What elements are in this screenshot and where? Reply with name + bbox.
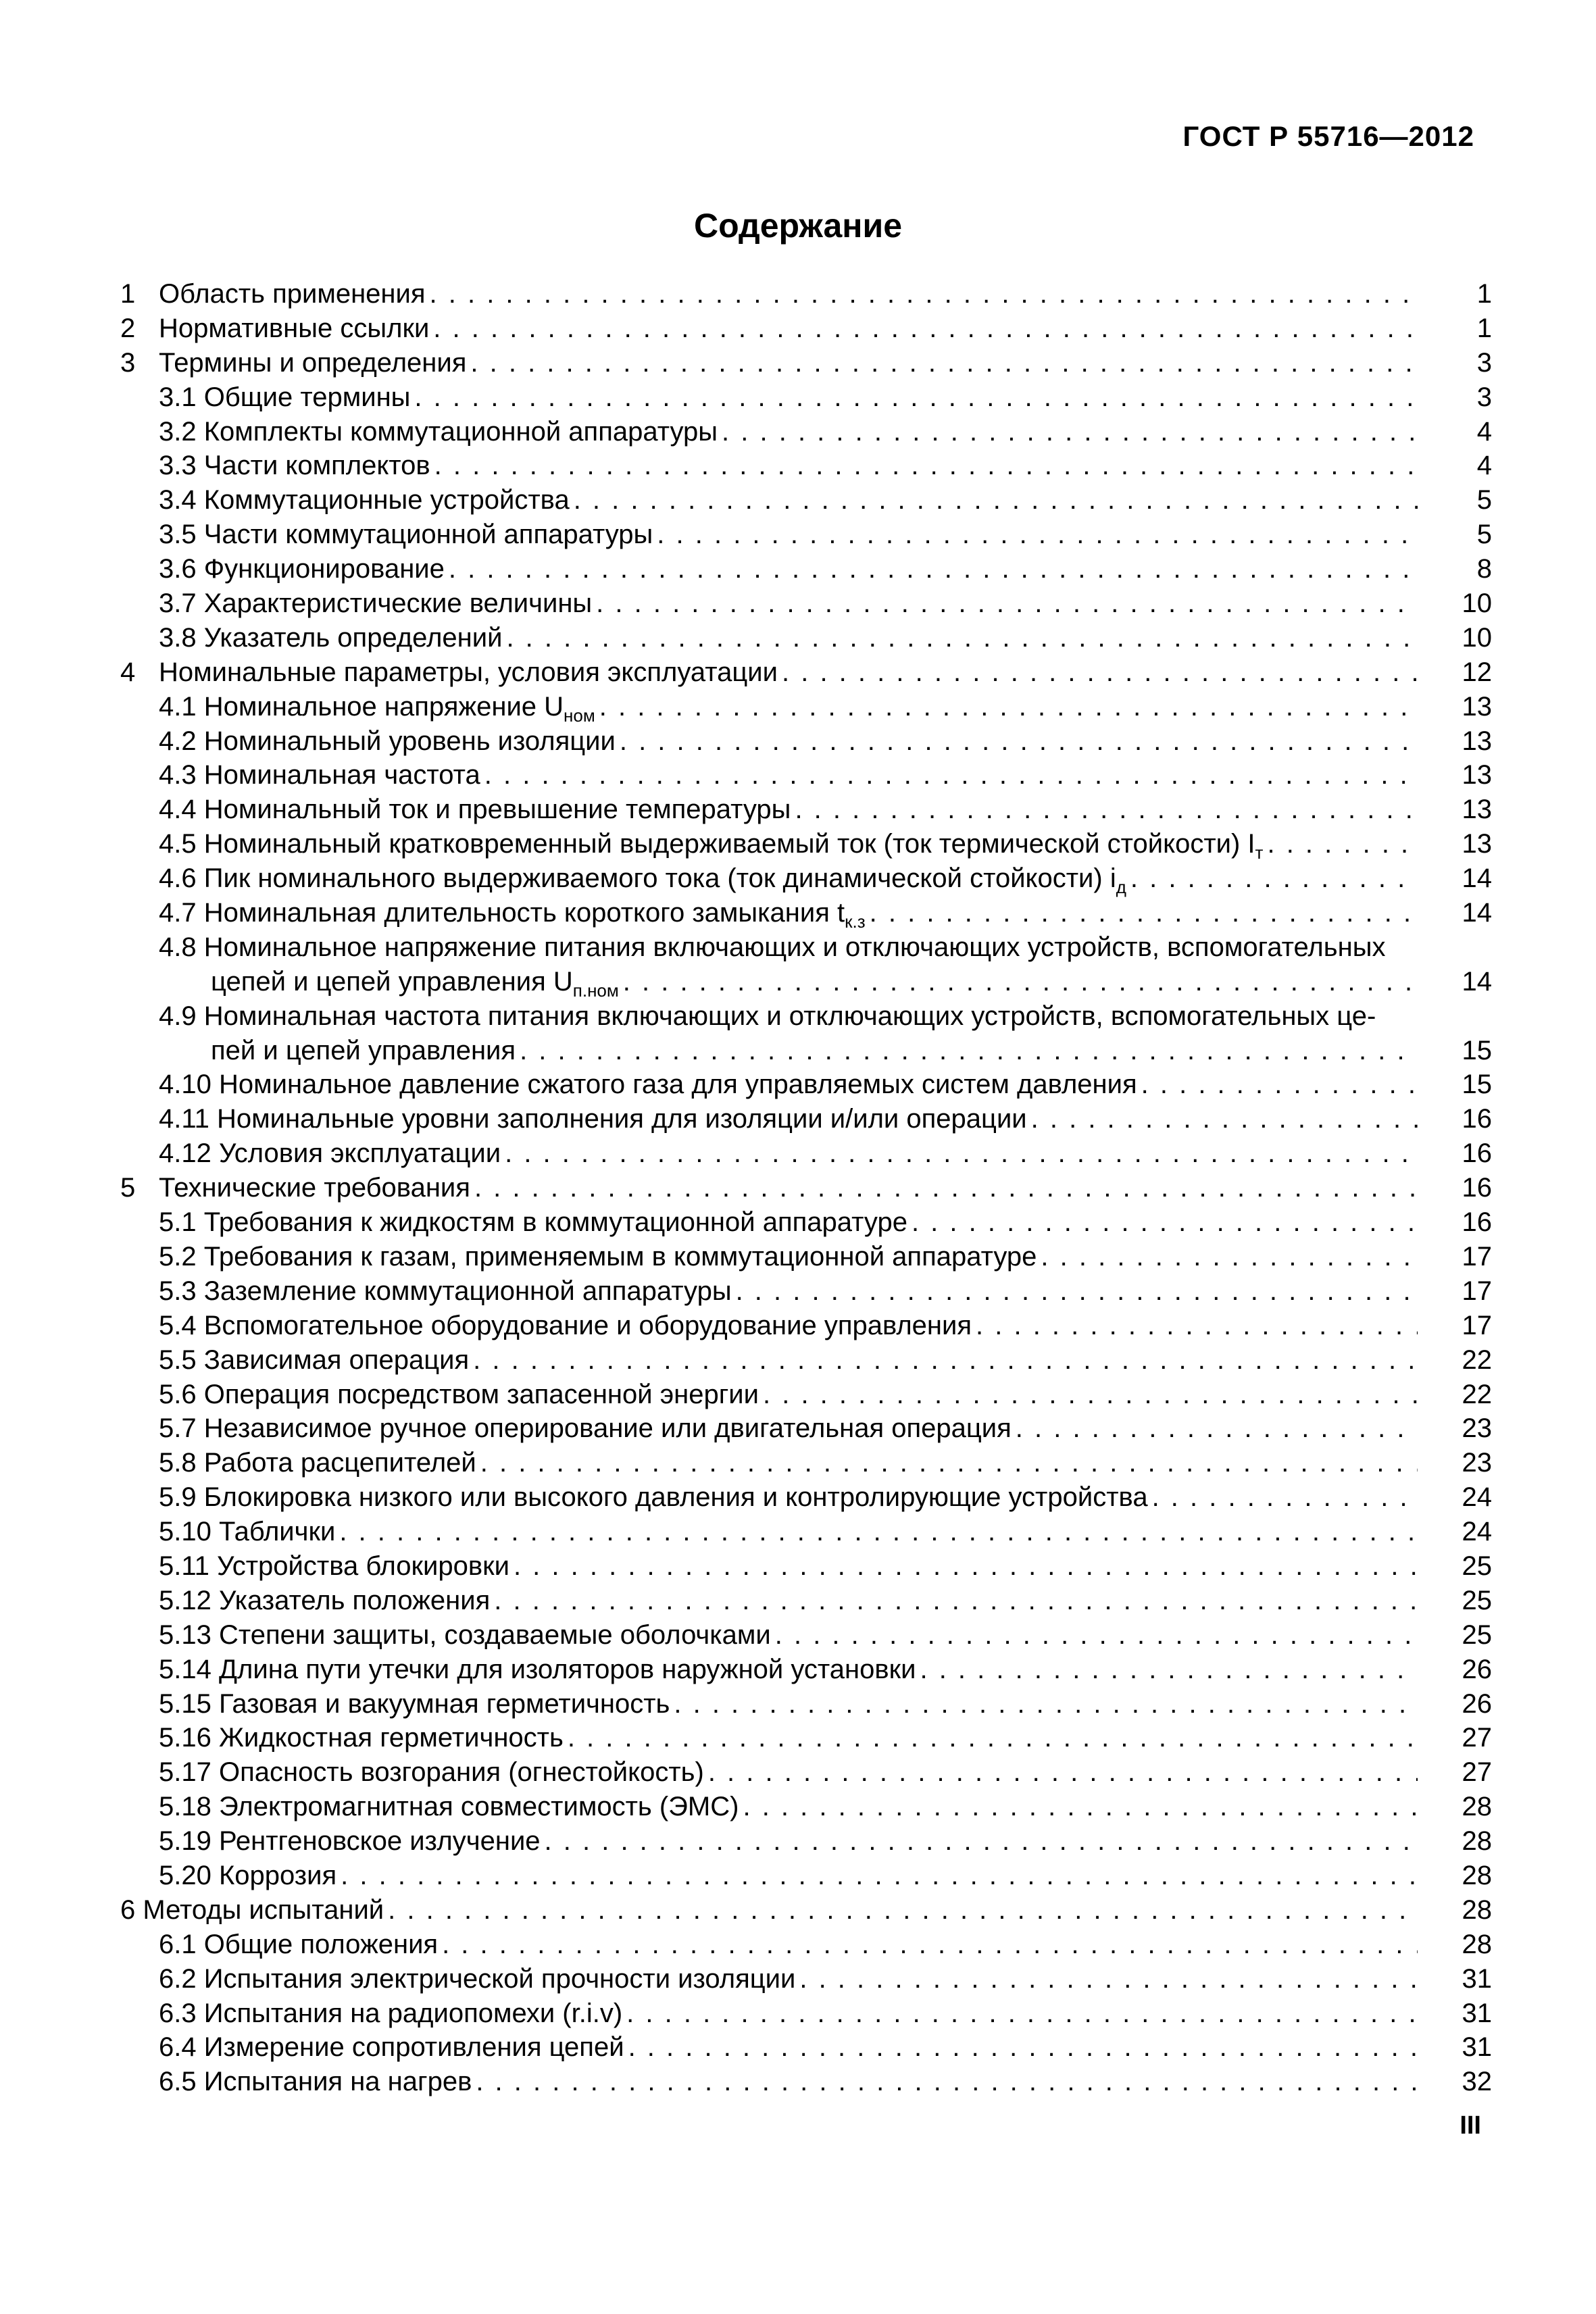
toc-row[interactable] [120,758,1492,793]
toc-entry-subscript: д [1116,877,1126,898]
toc-entry-title: 4.12 Условия эксплуатации [159,1138,501,1169]
toc-entry-title: 5.11 Устройства блокировки [159,1551,509,1581]
toc-page-number: 17 [1462,1276,1492,1306]
toc-row[interactable] [120,277,1492,311]
toc-entry [159,793,1492,827]
toc-entry-title: 6.4 Измерение сопротивления цепей [159,2032,624,2063]
toc-row[interactable] [120,552,1492,586]
toc-page-number: 27 [1462,1757,1492,1788]
toc-entry-title: 3.7 Характеристические величины [159,588,593,619]
toc-entry [159,930,1492,965]
toc-entry-subscript: т [1255,842,1264,863]
toc-dot-leader [912,1205,1418,1240]
toc-dot-leader [743,1790,1418,1824]
toc-entry-title: 4.11 Номинальные уровни заполнения для изоляции и/или операции [159,1104,1027,1134]
toc-dot-leader [620,724,1418,759]
toc-page-number: 26 [1462,1688,1492,1719]
toc-section-number: 2 [120,313,136,343]
toc-dot-leader [470,346,1418,380]
toc-dot-leader [414,380,1418,415]
toc-dot-leader [799,1962,1418,1996]
toc-dot-leader [430,277,1418,311]
toc-entry-title: 4.6 Пик номинального выдерживаемого тока (ток динамической стойкости) $i_д$ [159,863,1126,898]
toc-page-number: 16 [1462,1207,1492,1238]
toc-entry-title: 5.1 Требования к жидкостям в коммутационной аппаратуре [159,1207,907,1238]
toc-page-number: 5 [1476,485,1492,515]
toc-entry-title: 5.20 Коррозия [159,1860,337,1890]
toc-dot-leader [775,1618,1418,1653]
toc-row[interactable] [120,1962,1492,1996]
toc-row[interactable] [120,1584,1492,1618]
toc-dot-leader [449,552,1418,586]
toc-page-number: 10 [1462,622,1492,653]
toc-row[interactable] [120,861,1492,896]
toc-page-number: 16 [1462,1173,1492,1203]
toc-entry [159,518,1492,552]
toc-dot-leader [708,1755,1418,1790]
toc-row[interactable] [120,1171,1492,1205]
toc-entry [159,380,1492,415]
toc-page-number: 28 [1462,1792,1492,1822]
toc-row[interactable] [120,1687,1492,1721]
toc-entry-title: 6.2 Испытания электрической прочности изоляции [159,1963,796,1994]
toc-dot-leader [920,1653,1418,1687]
toc-dot-leader [1141,1067,1418,1102]
toc-dot-leader [599,690,1418,724]
toc-dot-leader [476,2065,1418,2099]
toc-dot-leader [505,1136,1418,1171]
toc-dot-leader [1041,1240,1418,1274]
toc-dot-leader [480,1446,1418,1480]
toc-page-number: 3 [1476,347,1492,378]
toc-page-number: 25 [1462,1551,1492,1581]
toc-dot-leader [626,1996,1418,2031]
toc-entry [159,1343,1492,1378]
toc-row[interactable] [120,1446,1492,1480]
toc-entry [159,1067,1492,1102]
toc-row[interactable] [120,930,1492,965]
toc-entry-title: Номинальные параметры, условия эксплуатации [159,657,778,687]
toc-page-number: 13 [1462,795,1492,825]
toc-entry [159,1687,1492,1721]
toc-row[interactable] [120,1034,1492,1068]
toc-entry [159,896,1492,930]
toc-page-number: 16 [1462,1138,1492,1169]
toc-row[interactable] [120,586,1492,621]
toc-page-number: 25 [1462,1585,1492,1615]
toc-entry-title: 5.10 Таблички [159,1517,336,1547]
toc-row[interactable] [120,1893,1492,1928]
toc-entry [159,1205,1492,1240]
toc-row[interactable] [120,1653,1492,1687]
toc-page-number: 5 [1476,520,1492,550]
toc-entry [159,1378,1492,1412]
toc-dot-leader [520,1034,1418,1068]
toc-entry [159,621,1492,655]
toc-entry [159,1928,1492,1962]
toc-row[interactable] [120,1309,1492,1343]
toc-entry-title: 5.13 Степени защиты, создаваемые оболочками [159,1619,771,1650]
toc-row[interactable] [120,724,1492,759]
toc-entry-title: Технические требования [159,1173,470,1203]
toc-entry-title: Термины и определения [159,347,467,378]
toc-entry [159,277,1492,311]
toc-entry [159,861,1492,896]
toc-entry [159,827,1492,861]
toc-dot-leader [628,2030,1418,2065]
toc-entry-title: 4.4 Номинальный ток и превышение температуры [159,795,791,825]
toc-dot-leader [433,311,1418,346]
toc-row[interactable] [120,1240,1492,1274]
toc-dot-leader [722,415,1418,449]
toc-entry-title: 3.8 Указатель определений [159,622,503,653]
toc-entry [159,1549,1492,1584]
toc-section-number: 3 [120,347,136,378]
toc-dot-leader [870,896,1418,930]
toc-row[interactable] [120,346,1492,380]
toc-row[interactable] [120,1859,1492,1893]
toc-page-number: 4 [1476,451,1492,481]
toc-entry [159,1446,1492,1480]
toc-row[interactable] [120,1824,1492,1859]
toc-row[interactable] [120,1205,1492,1240]
toc-row[interactable] [120,1549,1492,1584]
toc-entry-title: 4.3 Номинальная частота [159,760,480,790]
toc-row[interactable] [120,1067,1492,1102]
toc-entry-title: 6.3 Испытания на радиопомехи (r.i.v) [159,1998,623,2028]
toc-page-number: 31 [1462,1998,1492,2028]
toc-row[interactable] [120,1928,1492,1962]
toc-dot-leader [1130,861,1418,896]
toc-row[interactable] [120,1378,1492,1412]
toc-row[interactable] [120,380,1492,415]
toc-entry-title: 6.5 Испытания на нагрев [159,2067,472,2097]
toc-page-number: 16 [1462,1104,1492,1134]
toc-page-number: 24 [1462,1517,1492,1547]
toc-entry [159,449,1492,483]
toc-entry-title: 5.19 Рентгеновское излучение [159,1826,541,1857]
toc-row[interactable] [120,1996,1492,2031]
toc-dot-leader [341,1859,1418,1893]
toc-row[interactable] [120,415,1492,449]
toc-row[interactable] [120,655,1492,690]
toc-row[interactable] [120,827,1492,861]
toc-row[interactable] [120,1721,1492,1755]
toc-page-number: 17 [1462,1310,1492,1340]
toc-entry [159,415,1492,449]
toc-entry [159,1618,1492,1653]
toc-dot-leader [657,518,1418,552]
toc-page-number: 32 [1462,2067,1492,2097]
toc-entry [159,1859,1492,1893]
toc-dot-leader [388,1893,1418,1928]
toc-entry-title: 4.2 Номинальный уровень изоляции [159,726,616,756]
toc-page-number: 27 [1462,1723,1492,1753]
toc-dot-leader [1380,999,1492,1034]
toc-page-number: 22 [1462,1344,1492,1375]
toc-dot-leader [434,449,1418,483]
toc-entry [159,1411,1492,1446]
toc-dot-leader [763,1378,1418,1412]
toc-row[interactable] [120,1102,1492,1136]
toc-dot-leader [545,1824,1418,1859]
toc-page-number: 10 [1462,588,1492,619]
toc-row[interactable] [120,965,1492,999]
toc-row[interactable] [120,1618,1492,1653]
toc-entry [159,1755,1492,1790]
toc-entry [159,1480,1492,1515]
toc-dot-leader [473,1343,1418,1378]
toc-entry [159,1824,1492,1859]
toc-page-number: 3 [1476,382,1492,412]
toc-page-number: 17 [1462,1241,1492,1272]
toc-entry-title: 5.3 Заземление коммутационной аппаратуры [159,1276,732,1306]
toc-entry [159,1274,1492,1309]
toc-dot-leader [623,965,1418,999]
toc-page-number: 26 [1462,1654,1492,1684]
toc-entry-title: 5.2 Требования к газам, применяемым в коммутационной аппаратуре [159,1241,1037,1272]
toc-page-number: 8 [1476,554,1492,584]
toc-entry-title: 5.16 Жидкостная герметичность [159,1723,564,1753]
toc-entry [159,1240,1492,1274]
toc-dot-leader [795,793,1418,827]
toc-entry-title: 5.8 Работа расцепителей [159,1448,476,1478]
toc-dot-leader [474,1171,1418,1205]
toc-row[interactable] [120,1755,1492,1790]
toc-entry-title: 4.9 Номинальная частота питания включающих и отключающих устройств, вспомогательных це- [159,1001,1376,1031]
toc-row[interactable] [120,311,1492,346]
toc-entry [159,2065,1492,2099]
toc-page-number: 1 [1476,279,1492,309]
document-id-header: ГОСТ Р 55716—2012 [1182,120,1474,152]
page-title: Содержание [693,207,903,245]
toc-dot-leader [976,1309,1418,1343]
toc-page-number: 24 [1462,1482,1492,1513]
page-number-footer: III [1460,2111,1481,2140]
toc-entry-title: 5.4 Вспомогательное оборудование и оборудование управления [159,1310,972,1340]
toc-dot-leader [574,483,1418,518]
toc-page-number: 1 [1476,313,1492,343]
toc-entry-title: 3.3 Части комплектов [159,451,430,481]
toc-page-number: 14 [1462,863,1492,894]
toc-entry [211,965,1492,999]
toc-entry-title: 6.1 Общие положения [159,1929,439,1959]
toc-entry-title: 4.5 Номинальный кратковременный выдерживаемый ток (ток термической стойкости) $I_т$ [159,829,1264,863]
toc-page-number: 22 [1462,1379,1492,1409]
toc-page-number: 28 [1462,1826,1492,1857]
toc-row[interactable] [120,1515,1492,1549]
toc-page-number: 23 [1462,1448,1492,1478]
toc-entry-title: 5.12 Указатель положения [159,1585,491,1615]
toc-entry-title: 5.14 Длина пути утечки для изоляторов наружной установки [159,1654,916,1684]
toc-dot-leader [1152,1480,1418,1515]
toc-entry [159,724,1492,759]
toc-entry-title: 3.4 Коммутационные устройства [159,485,570,515]
toc-dot-leader [1016,1411,1418,1446]
toc-dot-leader [514,1549,1418,1584]
toc-row[interactable] [120,793,1492,827]
toc-entry-title: цепей и цепей управления $U_{п.ном}$ [211,966,619,1001]
toc-entry-title: пей и цепей управления [211,1035,516,1065]
toc-dot-leader [1031,1102,1418,1136]
toc-entry [159,690,1492,724]
toc-entry [159,758,1492,793]
toc-page-number: 15 [1462,1035,1492,1065]
toc-entry [159,999,1492,1034]
toc-page-number: 14 [1462,966,1492,997]
toc-dot-leader [506,621,1418,655]
toc-row[interactable] [120,483,1492,518]
toc-entry-subscript: ном [564,705,595,726]
toc-page-number: 23 [1462,1413,1492,1444]
toc-row[interactable] [120,2065,1492,2099]
toc-dot-leader [674,1687,1418,1721]
toc-row[interactable] [120,1136,1492,1171]
toc-row[interactable] [120,518,1492,552]
toc-page-number: 12 [1462,657,1492,687]
toc-dot-leader [596,586,1418,621]
toc-row[interactable] [120,1790,1492,1824]
toc-dot-leader [1267,827,1418,861]
toc-page-number: 15 [1462,1070,1492,1100]
toc-page-number: 14 [1462,898,1492,928]
toc-entry [159,346,1492,380]
toc-row[interactable] [120,1343,1492,1378]
toc-entry-title: 3.5 Части коммутационной аппаратуры [159,520,653,550]
toc-entry-title: 5.15 Газовая и вакуумная герметичность [159,1688,670,1719]
toc-section-number: 1 [120,279,136,309]
toc-entry [159,655,1492,690]
toc-entry [159,586,1492,621]
toc-entry [159,1721,1492,1755]
toc-entry-title: 5.6 Операция посредством запасенной энергии [159,1379,759,1409]
toc-row[interactable] [120,1480,1492,1515]
toc-dot-leader [782,655,1418,690]
toc-section-number: 4 [120,657,136,687]
toc-dot-leader [494,1584,1418,1618]
toc-entry [159,1584,1492,1618]
toc-entry-title: 3.2 Комплекты коммутационной аппаратуры [159,416,718,447]
toc-entry-title: 5.5 Зависимая операция [159,1344,470,1375]
toc-entry [159,1653,1492,1687]
toc-page-number: 28 [1462,1860,1492,1890]
toc-dot-leader [736,1274,1418,1309]
toc-dot-leader [568,1721,1418,1755]
toc-entry [159,483,1492,518]
toc-page-number: 25 [1462,1619,1492,1650]
toc-entry [159,1996,1492,2031]
toc-entry [159,552,1492,586]
toc-entry-title: 5.18 Электромагнитная совместимость (ЭМС) [159,1792,739,1822]
toc-entry [159,1102,1492,1136]
toc-entry-title: 3.1 Общие термины [159,382,411,412]
toc-entry [159,1790,1492,1824]
toc-entry [159,2030,1492,2065]
toc-entry-title: 5.7 Независимое ручное оперирование или двигательная операция [159,1413,1012,1444]
toc-page-number: 28 [1462,1894,1492,1925]
toc-page-number: 4 [1476,416,1492,447]
toc-entry [159,1136,1492,1171]
toc-entry-title: 5.9 Блокировка низкого или высокого давления и контролирующие устройства [159,1482,1148,1513]
toc-section-number: 5 [120,1173,136,1203]
toc-row[interactable] [120,999,1492,1034]
toc-entry-title: 4.7 Номинальная длительность короткого замыкания $t_{к.з}$ [159,898,866,932]
toc-dot-leader [484,758,1418,793]
toc-dot-leader [1389,930,1492,965]
toc-entry-subscript: к.з [845,911,866,932]
toc-entry [159,311,1492,346]
toc-row[interactable] [120,449,1492,483]
table-of-contents [120,277,1492,2099]
toc-entry-title: 4.1 Номинальное напряжение $U_{ном}$ [159,691,595,726]
toc-dot-leader [442,1928,1418,1962]
toc-entry-title: 4.8 Номинальное напряжение питания включающих и отключающих устройств, вспомогательных [159,932,1386,962]
toc-entry-title: 3.6 Функционирование [159,554,445,584]
toc-page-number: 13 [1462,829,1492,859]
toc-row[interactable] [120,690,1492,724]
toc-row[interactable] [120,896,1492,930]
toc-page-number: 13 [1462,726,1492,756]
toc-page-number: 31 [1462,1963,1492,1994]
toc-page-number: 13 [1462,691,1492,722]
toc-entry [159,1515,1492,1549]
toc-entry-title: Нормативные ссылки [159,313,430,343]
toc-dot-leader [339,1515,1418,1549]
toc-entry [159,1309,1492,1343]
toc-page-number: 13 [1462,760,1492,790]
toc-entry-title: Область применения [159,279,426,309]
toc-page-number: 31 [1462,2032,1492,2063]
toc-entry-title: 4.10 Номинальное давление сжатого газа для управляемых систем давления [159,1070,1137,1100]
toc-entry-title: 6 Методы испытаний [120,1894,384,1925]
toc-page-number: 28 [1462,1929,1492,1959]
toc-row[interactable] [120,1274,1492,1309]
toc-row[interactable] [120,621,1492,655]
toc-entry-title: 5.17 Опасность возгорания (огнестойкость) [159,1757,704,1788]
toc-entry [120,1893,1492,1928]
toc-entry-subscript: п.ном [572,980,619,1001]
toc-row[interactable] [120,2030,1492,2065]
toc-entry [159,1171,1492,1205]
toc-entry [159,1962,1492,1996]
toc-row[interactable] [120,1411,1492,1446]
toc-entry [211,1034,1492,1068]
